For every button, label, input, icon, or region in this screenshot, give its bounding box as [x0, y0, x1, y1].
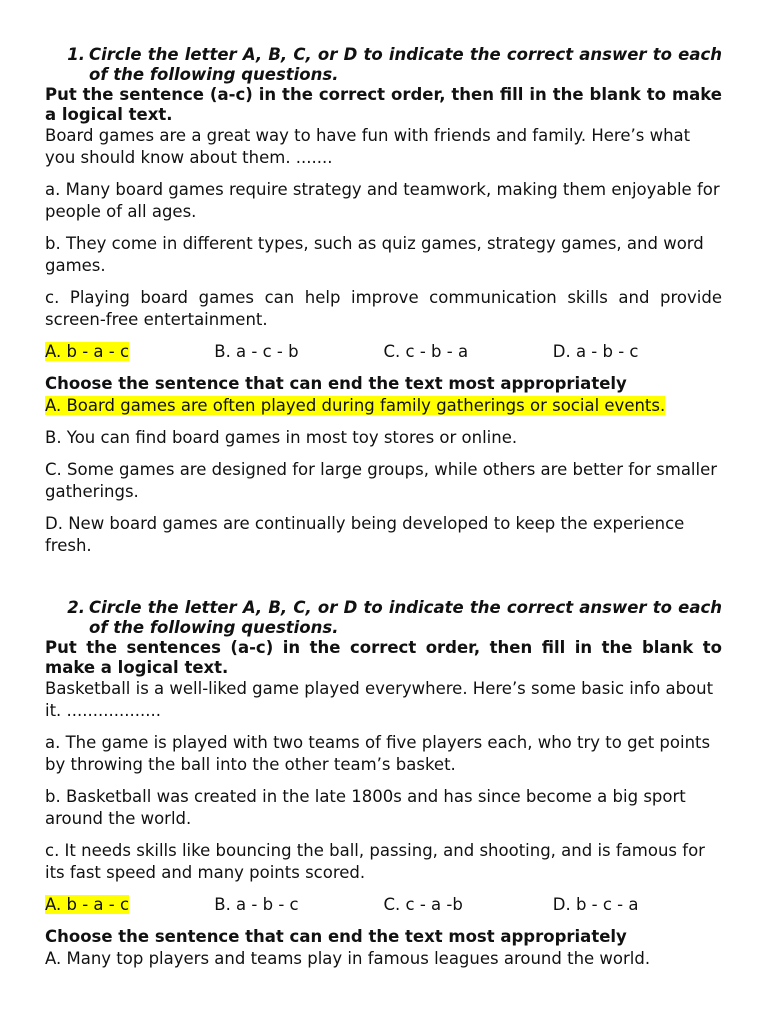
order-options [45, 894, 722, 916]
end-option-a[interactable]: A. Many top players and teams play in famous leagues around the world. [45, 949, 651, 968]
sentence-b: b. They come in different types, such as quiz games, strategy games, and word games. [45, 234, 704, 275]
question-number: 1. [67, 45, 85, 64]
order-option-a-text: A. b - a - c [45, 342, 130, 361]
sentence-c: c. Playing board games can help improve communication skills and provide screen-free entertainment. [45, 288, 722, 329]
choose-label: Choose the sentence that can end the text most appropriately [45, 374, 627, 393]
order-options [45, 341, 722, 363]
choose-label: Choose the sentence that can end the text most appropriately [45, 927, 627, 946]
end-option-c[interactable]: C. Some games are designed for large groups, while others are better for smaller gatherings. [45, 460, 718, 501]
question-number: 2. [67, 598, 85, 617]
order-option-b[interactable]: B. a - c - b [214, 342, 299, 361]
order-option-c[interactable]: C. c - b - a [383, 342, 469, 361]
order-option-c[interactable]: C. c - a -b [383, 895, 463, 914]
sentence-c: c. It needs skills like bouncing the ball, passing, and shooting, and is famous for its fast speed and many points scored. [45, 841, 705, 882]
sentence-a: a. The game is played with two teams of five players each, who try to get points by throwing the ball into the other team’s basket. [45, 733, 711, 774]
sentence-b: b. Basketball was created in the late 1800s and has since become a big sport around the world. [45, 787, 686, 828]
end-option-d[interactable]: D. New board games are continually being developed to keep the experience fresh. [45, 514, 685, 555]
instruction-text: Circle the letter A, B, C, or D to indicate the correct answer to each of the following questions. [89, 598, 722, 637]
intro-text: Board games are a great way to have fun with friends and family. Here’s what you should know about them. ....... [45, 126, 691, 167]
question-2 [45, 598, 722, 980]
sub-instruction: Put the sentences (a-c) in the correct order, then fill in the blank to make a logical text. [45, 638, 722, 677]
end-option-a[interactable] [45, 395, 722, 417]
order-option-d[interactable]: D. b - c - a [552, 895, 639, 914]
order-option-a[interactable] [45, 341, 214, 363]
question-instruction [45, 45, 722, 85]
order-option-a-text: A. b - a - c [45, 895, 130, 914]
end-option-b[interactable]: B. You can find board games in most toy stores or online. [45, 428, 518, 447]
intro-text: Basketball is a well-liked game played everywhere. Here’s some basic info about it. .................. [45, 679, 714, 720]
instruction-text: Circle the letter A, B, C, or D to indicate the correct answer to each of the following questions. [89, 45, 722, 84]
order-option-d[interactable]: D. a - b - c [552, 342, 639, 361]
end-option-a-text: A. Board games are often played during family gatherings or social events. [45, 396, 666, 415]
order-option-a[interactable] [45, 894, 214, 916]
question-instruction [45, 598, 722, 638]
sentence-a: a. Many board games require strategy and teamwork, making them enjoyable for people of all ages. [45, 180, 720, 221]
question-1 [45, 45, 722, 567]
order-option-b[interactable]: B. a - b - c [214, 895, 299, 914]
sub-instruction: Put the sentence (a-c) in the correct order, then fill in the blank to make a logical text. [45, 85, 722, 124]
